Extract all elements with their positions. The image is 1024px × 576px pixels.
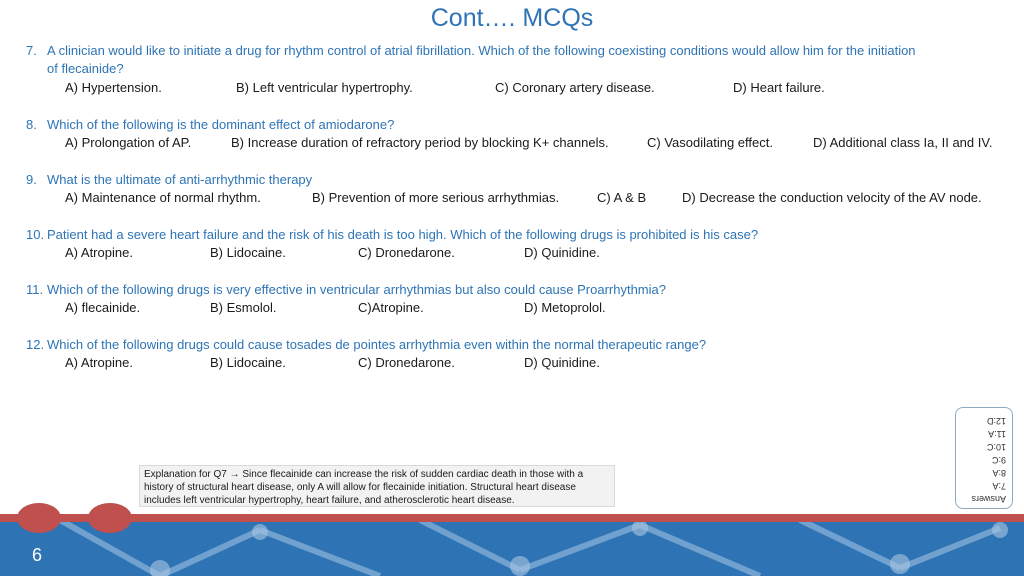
option-c: C) Vasodilating effect.	[647, 135, 773, 150]
option-d: D) Quinidine.	[524, 245, 600, 260]
option-d: D) Heart failure.	[733, 80, 825, 95]
question-text: A clinician would like to initiate a drug for rhythm control of atrial fibrillation. Which of the following coexisting conditions would allow him for the initiation	[47, 43, 916, 58]
option-d: D) Decrease the conduction velocity of the AV node.	[682, 190, 982, 205]
option-a: A) Atropine.	[65, 355, 133, 370]
option-b: B) Esmolol.	[210, 300, 277, 315]
network-pattern	[0, 520, 1024, 576]
question-number: 9.	[26, 172, 37, 187]
question-number: 12.	[26, 337, 45, 352]
option-c: C) Coronary artery disease.	[495, 80, 655, 95]
option-c: C) Dronedarone.	[358, 355, 455, 370]
question-text: Which of the following drugs could cause tosades de pointes arrhythmia even within the normal therapeutic range?	[47, 337, 707, 352]
option-d: D) Metoprolol.	[524, 300, 606, 315]
option-c: C)Atropine.	[358, 300, 424, 315]
answers-content	[956, 408, 1014, 510]
answer-item: 10:C	[986, 442, 1006, 452]
question-text: Which of the following drugs is very effective in ventricular arrhythmias but also could cause Proarrhythmia?	[47, 282, 666, 297]
option-d: D) Quinidine.	[524, 355, 600, 370]
question-text-continued: of flecainide?	[47, 61, 124, 76]
question-text: Patient had a severe heart failure and the risk of his death is too high. Which of the following drugs is prohibited is his case?	[47, 227, 759, 242]
page-title: Cont…. MCQs	[430, 4, 594, 32]
answer-item: 8:A	[992, 468, 1006, 478]
option-b: B) Lidocaine.	[210, 355, 286, 370]
decorative-dot	[88, 503, 132, 533]
footer-band	[0, 520, 1024, 576]
decorative-dot	[17, 503, 61, 533]
option-b: B) Lidocaine.	[210, 245, 286, 260]
question-number: 7.	[26, 43, 37, 58]
answer-item: 7:A	[992, 481, 1006, 491]
option-b: B) Prevention of more serious arrhythmias.	[312, 190, 560, 205]
option-d: D) Additional class Ia, II and IV.	[813, 135, 993, 150]
option-a: A) Hypertension.	[65, 80, 162, 95]
option-a: A) Maintenance of normal rhythm.	[65, 190, 261, 205]
page-number: 6	[32, 545, 43, 565]
footer-red-bar	[0, 514, 1024, 522]
question-number: 10.	[26, 227, 45, 242]
answers-box	[955, 407, 1013, 509]
question-number: 11.	[26, 282, 44, 297]
option-c: C) A & B	[597, 190, 647, 205]
option-b: B) Left ventricular hypertrophy.	[236, 80, 413, 95]
option-b: B) Increase duration of refractory period by blocking K+ channels.	[231, 135, 609, 150]
answers-label: Answers	[971, 494, 1006, 504]
answer-item: 12:D	[986, 416, 1006, 426]
explanation-box: Explanation for Q7 → Since flecainide can increase the risk of sudden cardiac death in those with a history of structural heart disease, only A will allow for flecainide initiation. Structural heart disease includes left ventricular hypertrophy, heart failure, and atherosclerotic heart disease.	[139, 465, 615, 507]
option-a: A) Atropine.	[65, 245, 133, 260]
question-text: Which of the following is the dominant effect of amiodarone?	[47, 117, 395, 132]
option-a: A) flecainide.	[65, 300, 141, 315]
answer-item: 11:A	[988, 429, 1006, 439]
question-text: What is the ultimate of anti-arrhythmic therapy	[47, 172, 313, 187]
option-c: C) Dronedarone.	[358, 245, 455, 260]
question-number: 8.	[26, 117, 37, 132]
answer-item: 9:C	[991, 455, 1006, 465]
option-a: A) Prolongation of AP.	[65, 135, 192, 150]
